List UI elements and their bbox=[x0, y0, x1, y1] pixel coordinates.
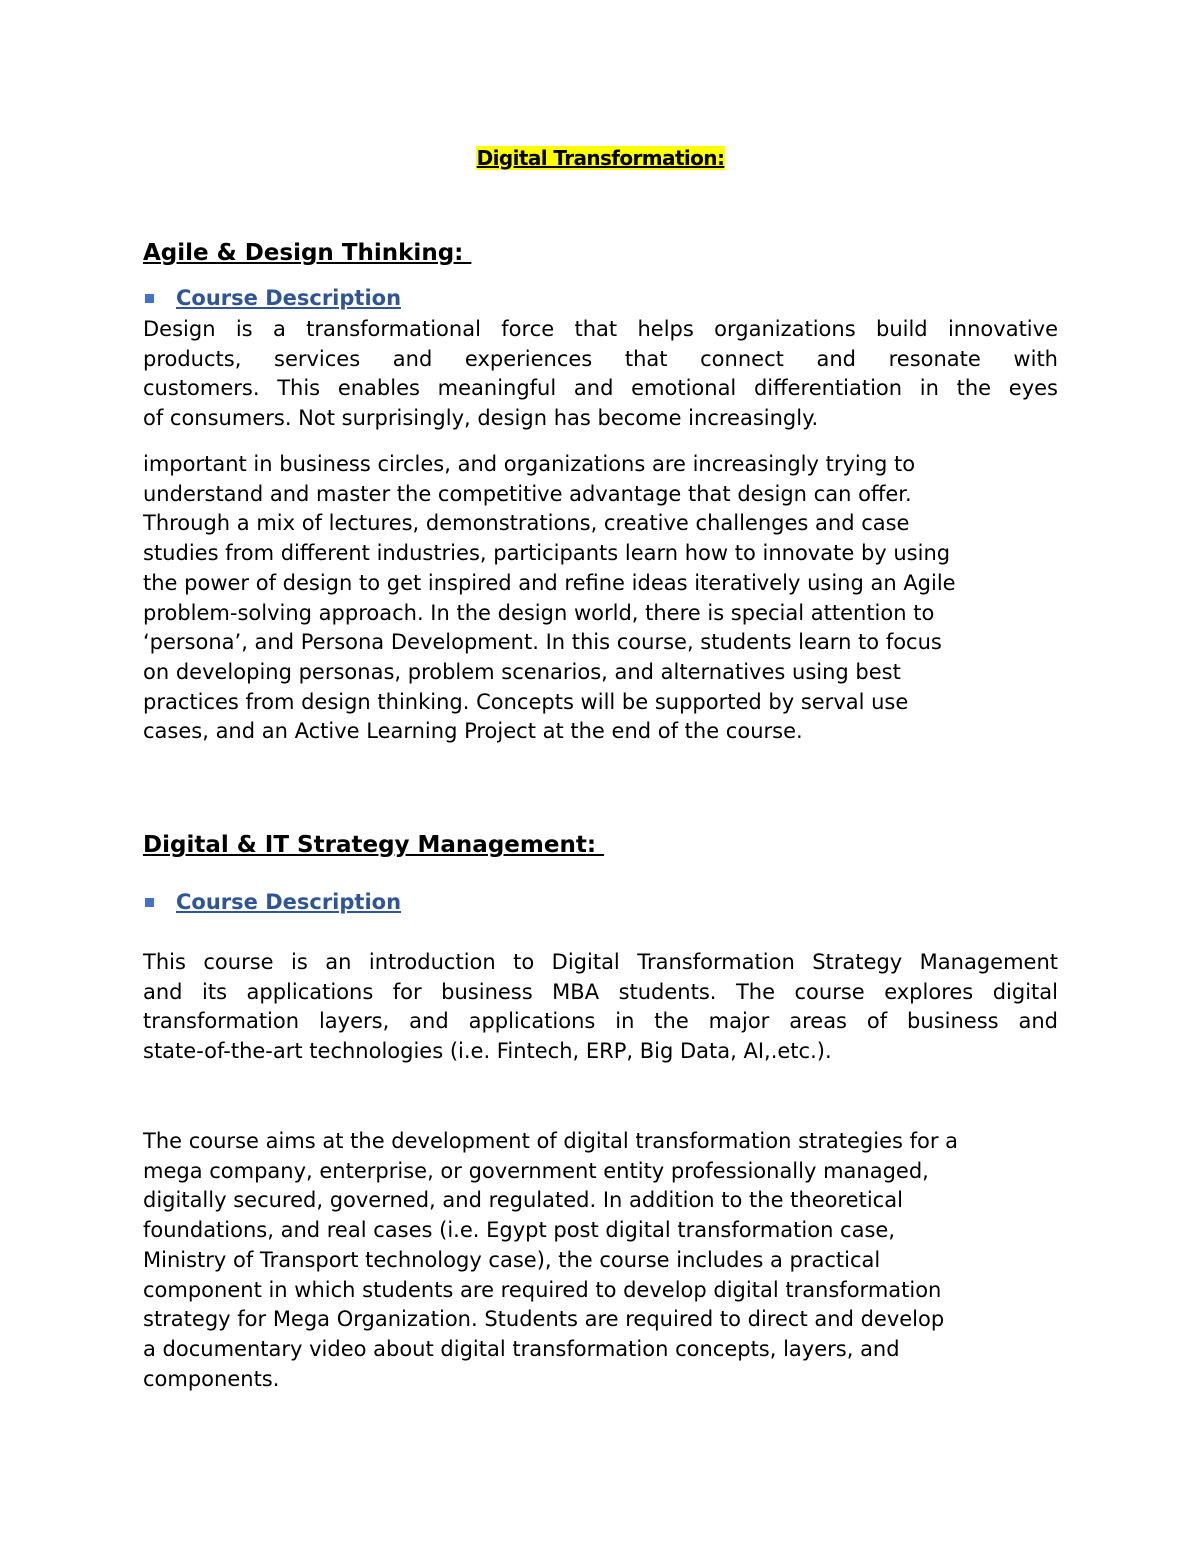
text-line: component in which students are required to develop digital transformation bbox=[143, 1277, 942, 1302]
text-line: of consumers. Not surprisingly, design has become increasingly. bbox=[143, 406, 819, 431]
text-line: and its applications for business MBA students. The course explores digital bbox=[143, 979, 1058, 1004]
section-heading-agile: Agile & Design Thinking: bbox=[143, 240, 472, 266]
document-title-text: Digital Transformation: bbox=[476, 146, 725, 170]
text-line: products, services and experiences that connect and resonate with bbox=[143, 346, 1058, 371]
section-heading-digital-it: Digital & IT Strategy Management: bbox=[143, 832, 605, 858]
agile-paragraph-2 bbox=[143, 450, 1058, 747]
text-line: practices from design thinking. Concepts will be supported by serval use bbox=[143, 689, 909, 714]
bullet-course-description-agile bbox=[143, 283, 401, 313]
course-description-label: Course Description bbox=[176, 890, 402, 914]
bullet-course-description-digital-it bbox=[143, 887, 401, 917]
text-line: digitally secured, governed, and regulated. In addition to the theoretical bbox=[143, 1188, 903, 1213]
text-line: Design is a transformational force that helps organizations build innovative bbox=[143, 317, 1058, 341]
document-title bbox=[143, 143, 1058, 173]
text-line: state-of-the-art technologies (i.e. Fintech, ERP, Big Data, AI,.etc.). bbox=[143, 1039, 832, 1064]
agile-paragraph-1 bbox=[143, 315, 1058, 434]
text-line: on developing personas, problem scenarios, and alternatives using best bbox=[143, 659, 901, 684]
text-line: customers. This enables meaningful and emotional differentiation in the eyes bbox=[143, 376, 1058, 401]
course-description-label: Course Description bbox=[176, 286, 402, 310]
text-line: This course is an introduction to Digital Transformation Strategy Management bbox=[143, 950, 1058, 974]
text-line: important in business circles, and organizations are increasingly trying to bbox=[143, 452, 916, 476]
text-line: Ministry of Transport technology case), the course includes a practical bbox=[143, 1247, 881, 1272]
text-line: components. bbox=[143, 1366, 280, 1391]
text-line: mega company, enterprise, or government entity professionally managed, bbox=[143, 1158, 929, 1183]
text-line: transformation layers, and applications in the major areas of business and bbox=[143, 1009, 1058, 1034]
text-line: a documentary video about digital transformation concepts, layers, and bbox=[143, 1336, 900, 1361]
text-line: cases, and an Active Learning Project at the end of the course. bbox=[143, 719, 803, 744]
text-line: The course aims at the development of digital transformation strategies for a bbox=[143, 1129, 959, 1153]
digital-it-paragraph-1 bbox=[143, 948, 1058, 1067]
square-bullet-icon bbox=[145, 294, 154, 303]
text-line: ‘persona’, and Persona Development. In this course, students learn to focus bbox=[143, 630, 942, 655]
text-line: strategy for Mega Organization. Students are required to direct and develop bbox=[143, 1307, 945, 1332]
text-line: problem-solving approach. In the design world, there is special attention to bbox=[143, 600, 935, 625]
digital-it-paragraph-2 bbox=[143, 1127, 1058, 1394]
square-bullet-icon bbox=[145, 898, 154, 907]
text-line: the power of design to get inspired and refine ideas iteratively using an Agile bbox=[143, 570, 956, 595]
text-line: studies from different industries, participants learn how to innovate by using bbox=[143, 541, 951, 566]
text-line: understand and master the competitive advantage that design can offer. bbox=[143, 481, 912, 506]
text-line: Through a mix of lectures, demonstrations, creative challenges and case bbox=[143, 511, 910, 536]
text-line: foundations, and real cases (i.e. Egypt post digital transformation case, bbox=[143, 1218, 896, 1243]
